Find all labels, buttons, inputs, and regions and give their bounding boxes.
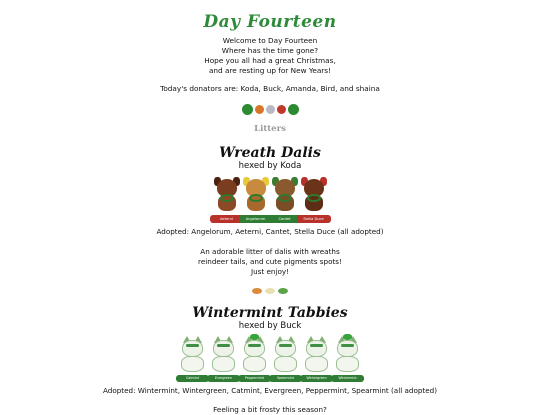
green-ornament-icon <box>242 104 253 115</box>
cat-peppermint-image <box>240 334 269 382</box>
intro-text <box>0 36 540 76</box>
litter-title: Wintermint Tabbies <box>192 305 348 321</box>
cat-wintermint-image <box>333 334 362 382</box>
donors-text: Today's donators are: Koda, Buck, Amanda, Bird, and shaina <box>160 84 380 93</box>
description-line: An adorable litter of dalis with wreaths <box>200 247 340 256</box>
ornament-divider <box>0 102 540 116</box>
cream-blob-icon <box>265 288 275 294</box>
divider-decoration <box>0 286 540 296</box>
litter-image <box>0 334 540 382</box>
green-blob-icon <box>278 288 288 294</box>
pet-name-tag: Angelorum <box>239 215 273 223</box>
litter-subtitle: hexed by Koda <box>238 161 302 171</box>
litters-heading: Litters <box>254 124 286 134</box>
litter-description <box>0 247 540 277</box>
pet-angelorum-image <box>243 175 269 223</box>
pet-name-tag: Catmint <box>176 375 209 382</box>
litter-subtitle: hexed by Buck <box>238 321 302 331</box>
adopted-text: Adopted: Wintermint, Wintergreen, Catmint, Evergreen, Peppermint, Spearmint (all adopted) <box>102 386 438 395</box>
cat-catmint-image <box>178 334 207 382</box>
litter-wreath-dalis <box>0 146 540 296</box>
pet-name-tag: Wintermint <box>331 375 364 382</box>
litter-image <box>0 175 540 223</box>
intro-line: Where has the time gone? <box>221 46 319 55</box>
next-section-text: Feeling a bit frosty this season? <box>213 405 327 414</box>
pet-name-tag: Evergreen <box>207 375 240 382</box>
red-ornament-icon <box>277 105 286 114</box>
pet-name-tag: Wintergreen <box>300 375 333 382</box>
pet-cantet-image <box>272 175 298 223</box>
page-title: Day Fourteen <box>203 12 337 32</box>
orange-blob-icon <box>252 288 262 294</box>
pet-name-tag: Peppermint <box>238 375 271 382</box>
pet-name-tag: Cantet <box>268 215 302 223</box>
cat-evergreen-image <box>209 334 238 382</box>
pet-aeterni-image <box>214 175 240 223</box>
silver-ornament-icon <box>266 105 275 114</box>
green-ornament-icon <box>288 104 299 115</box>
pet-name-tag: Aeterni <box>210 215 244 223</box>
intro-line: Hope you all had a great Christmas, <box>204 56 336 65</box>
orange-ornament-icon <box>255 105 264 114</box>
pet-name-tag: Stella Duce <box>297 215 331 223</box>
pet-name-tag: Spearmint <box>269 375 302 382</box>
cat-spearmint-image <box>271 334 300 382</box>
cat-wintergreen-image <box>302 334 331 382</box>
pet-stella-duce-image <box>301 175 327 223</box>
intro-line: Welcome to Day Fourteen <box>222 36 318 45</box>
intro-line: and are resting up for New Years! <box>208 66 332 75</box>
litter-title: Wreath Dalis <box>219 145 321 161</box>
description-line: reindeer tails, and cute pigments spots! <box>198 257 342 266</box>
litter-wintermint-tabbies <box>0 306 540 395</box>
description-line: Just enjoy! <box>250 267 290 276</box>
adopted-text: Adopted: Angelorum, Aeterni, Cantet, Stella Duce (all adopted) <box>156 227 384 236</box>
page <box>0 10 540 414</box>
